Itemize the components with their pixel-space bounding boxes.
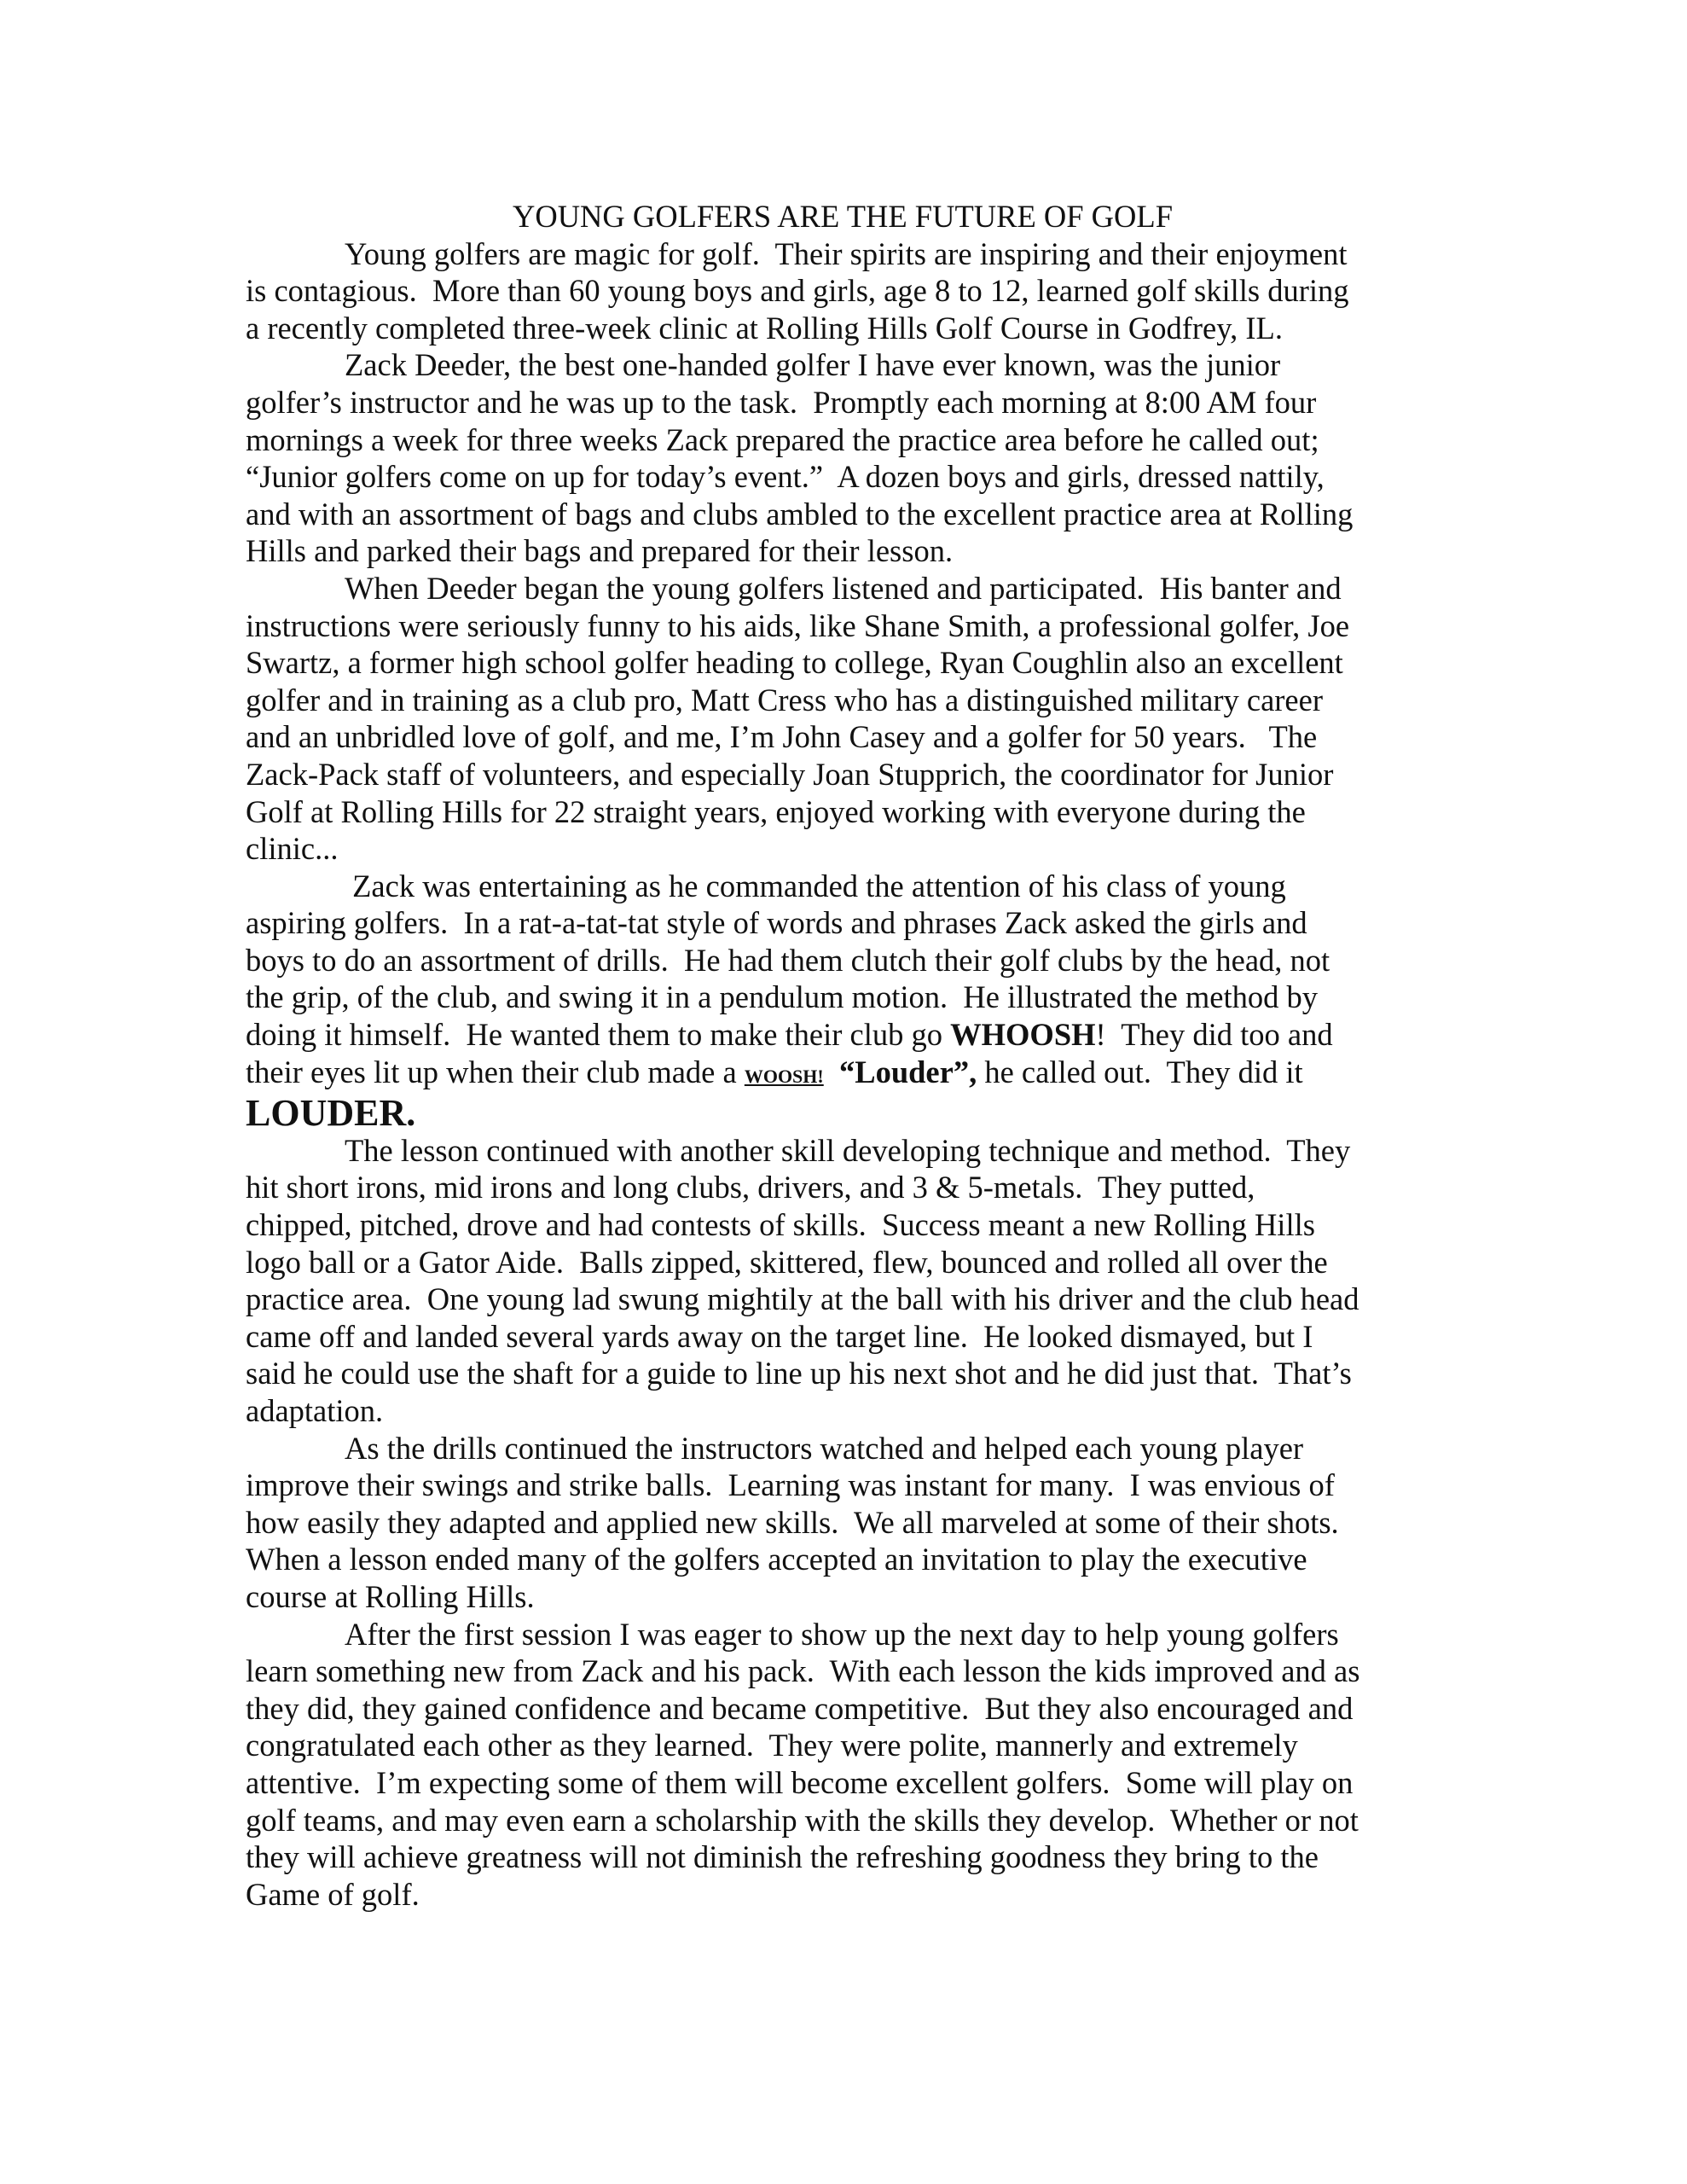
- text-run: he called out. They did it: [977, 1054, 1303, 1089]
- text-line: and with an assortment of bags and clubs ambled to the excellent practice area at Rolling: [246, 496, 1354, 531]
- text-line: golfer and in training as a club pro, Matt Cress who has a distinguished military career: [246, 682, 1323, 717]
- text-line: Young golfers are magic for golf. Their spirits are inspiring and their enjoyment: [345, 235, 1348, 271]
- text-line: how easily they adapted and applied new skills. We all marveled at some of their shots.: [246, 1504, 1339, 1540]
- text-line: course at Rolling Hills.: [246, 1578, 535, 1614]
- text-line: they will achieve greatness will not diminish the refreshing goodness they bring to the: [246, 1839, 1319, 1875]
- text-line: Golf at Rolling Hills for 22 straight years, enjoyed working with everyone during the: [246, 793, 1306, 829]
- text-line: they did, they gained confidence and became competitive. But they also encouraged and: [246, 1690, 1354, 1726]
- text-line-woosh: [246, 1054, 1457, 1095]
- text-line-whoosh: [246, 1016, 1457, 1054]
- text-line: said he could use the shaft for a guide to line up his next shot and he did just that. That’s: [246, 1356, 1352, 1391]
- text-line: Zack Deeder, the best one-handed golfer I have ever known, was the junior: [345, 347, 1281, 383]
- paragraph-4: [246, 868, 1457, 1135]
- text-run: their eyes lit up when their club made a: [246, 1054, 745, 1089]
- text-line: mornings a week for three weeks Zack prepared the practice area before he called out;: [246, 421, 1319, 457]
- text-line: is contagious. More than 60 young boys and girls, age 8 to 12, learned golf skills during: [246, 273, 1349, 309]
- text-run: ! They did too and: [1095, 1017, 1333, 1053]
- text-line: a recently completed three-week clinic at Rolling Hills Golf Course in Godfrey, IL.: [246, 310, 1283, 346]
- text-line: learn something new from Zack and his pack. With each lesson the kids improved and as: [246, 1653, 1360, 1689]
- text-line: the grip, of the club, and swing it in a pendulum motion. He illustrated the method by: [246, 979, 1319, 1015]
- text-line: Hills and parked their bags and prepared for their lesson.: [246, 533, 954, 569]
- text-line: Game of golf.: [246, 1876, 420, 1912]
- paragraph-6: [246, 1430, 1457, 1616]
- paragraph-3: [246, 570, 1457, 868]
- text-line: Zack was entertaining as he commanded the attention of his class of young: [345, 868, 1286, 903]
- text-line: logo ball or a Gator Aide. Balls zipped, skittered, flew, bounced and rolled all over the: [246, 1244, 1328, 1280]
- paragraph-1: [246, 235, 1457, 347]
- document-title: YOUNG GOLFERS ARE THE FUTURE OF GOLF: [512, 199, 1173, 234]
- text-line: The lesson continued with another skill developing technique and method. They: [345, 1132, 1351, 1168]
- whoosh-emphasis: WHOOSH: [950, 1017, 1096, 1053]
- text-line: When Deeder began the young golfers listened and participated. His banter and: [345, 570, 1342, 606]
- text-run: doing it himself. He wanted them to make their club go: [246, 1017, 951, 1053]
- text-line: Swartz, a former high school golfer heading to college, Ryan Coughlin also an excellent: [246, 645, 1343, 681]
- text-line: practice area. One young lad swung mightily at the ball with his driver and the club head: [246, 1281, 1359, 1317]
- louder-emphasis: LOUDER.: [246, 1092, 416, 1135]
- text-line: came off and landed several yards away on the target line. He looked dismayed, but I: [246, 1318, 1313, 1354]
- text-line: As the drills continued the instructors watched and helped each young player: [345, 1430, 1304, 1466]
- text-line: hit short irons, mid irons and long clubs, drivers, and 3 & 5-metals. They putted,: [246, 1170, 1255, 1205]
- paragraph-5: [246, 1132, 1457, 1430]
- woosh-emphasis: WOOSH!: [744, 1065, 824, 1087]
- text-line: congratulated each other as they learned. They were polite, mannerly and extremely: [246, 1728, 1298, 1763]
- document-page: [246, 198, 1457, 1913]
- text-line: clinic...: [246, 831, 339, 867]
- text-line: “Junior golfers come on up for today’s event.” A dozen boys and girls, dressed nattily,: [246, 459, 1325, 495]
- louder-quote-emphasis: “Louder”,: [838, 1054, 977, 1089]
- text-line: instructions were seriously funny to his aids, like Shane Smith, a professional golfer, Joe: [246, 607, 1350, 643]
- text-line: After the first session I was eager to show up the next day to help young golfers: [345, 1616, 1339, 1652]
- text-line: aspiring golfers. In a rat-a-tat-tat style of words and phrases Zack asked the girls and: [246, 905, 1307, 941]
- text-run: [824, 1054, 839, 1089]
- text-line: and an unbridled love of golf, and me, I’m John Casey and a golfer for 50 years. The: [246, 719, 1318, 755]
- text-line: boys to do an assortment of drills. He had them clutch their golf clubs by the head, not: [246, 942, 1330, 978]
- paragraph-2: [246, 346, 1457, 570]
- text-line: attentive. I’m expecting some of them will become excellent golfers. Some will play on: [246, 1764, 1354, 1800]
- text-line: adaptation.: [246, 1393, 384, 1428]
- text-line: When a lesson ended many of the golfers accepted an invitation to play the executive: [246, 1542, 1307, 1577]
- text-line: Zack-Pack staff of volunteers, and especially Joan Stupprich, the coordinator for Junior: [246, 756, 1334, 792]
- text-line: golf teams, and may even earn a scholarship with the skills they develop. Whether or not: [246, 1802, 1359, 1838]
- text-line: improve their swings and strike balls. Learning was instant for many. I was envious of: [246, 1467, 1335, 1503]
- text-line: golfer’s instructor and he was up to the task. Promptly each morning at 8:00 AM four: [246, 384, 1317, 420]
- text-line: chipped, pitched, drove and had contests of skills. Success meant a new Rolling Hills: [246, 1207, 1315, 1243]
- paragraph-7: [246, 1616, 1457, 1914]
